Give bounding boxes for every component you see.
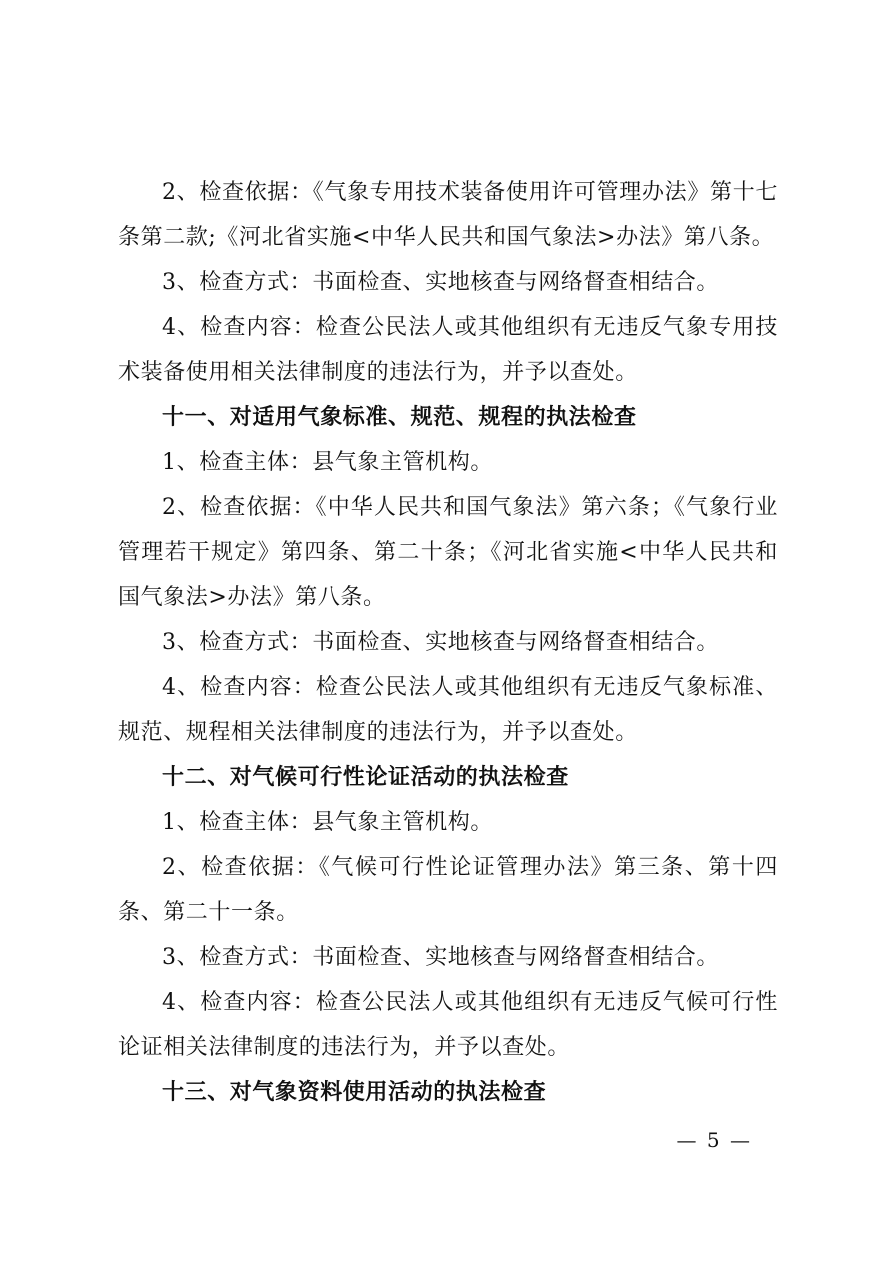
paragraph: 3、检查方式：书面检查、实地核查与网络督查相结合。 xyxy=(162,630,719,655)
paragraph: 4、检查内容：检查公民法人或其他组织有无违反气象标准、规范、规程相关法律制度的违法行为，并予以查处。 xyxy=(118,675,778,745)
section-heading: 十二、对气候可行性论证活动的执法检查 xyxy=(162,765,569,790)
section-heading: 十一、对适用气象标准、规范、规程的执法检查 xyxy=(162,405,637,430)
paragraph: 2、检查依据：《中华人民共和国气象法》第六条；《气象行业管理若干规定》第四条、第二十条；《河北省实施<中华人民共和国气象法>办法》第八条。 xyxy=(118,495,778,610)
paragraph: 4、检查内容：检查公民法人或其他组织有无违反气象专用技术装备使用相关法律制度的违法行为，并予以查处。 xyxy=(118,315,778,385)
paragraph: 1、检查主体：县气象主管机构。 xyxy=(162,450,493,475)
page-number: — 5 — xyxy=(676,1128,752,1152)
document-body xyxy=(118,170,778,1115)
paragraph: 1、检查主体：县气象主管机构。 xyxy=(162,810,493,835)
section-heading: 十三、对气象资料使用活动的执法检查 xyxy=(162,1080,547,1105)
paragraph: 3、检查方式：书面检查、实地核查与网络督查相结合。 xyxy=(162,945,719,970)
paragraph: 4、检查内容：检查公民法人或其他组织有无违反气候可行性论证相关法律制度的违法行为，并予以查处。 xyxy=(118,990,778,1060)
paragraph: 3、检查方式：书面检查、实地核查与网络督查相结合。 xyxy=(162,270,719,295)
paragraph: 2、检查依据：《气象专用技术装备使用许可管理办法》第十七条第二款;《河北省实施<中华人民共和国气象法>办法》第八条。 xyxy=(118,180,778,250)
paragraph: 2、检查依据：《气候可行性论证管理办法》第三条、第十四条、第二十一条。 xyxy=(118,855,778,925)
